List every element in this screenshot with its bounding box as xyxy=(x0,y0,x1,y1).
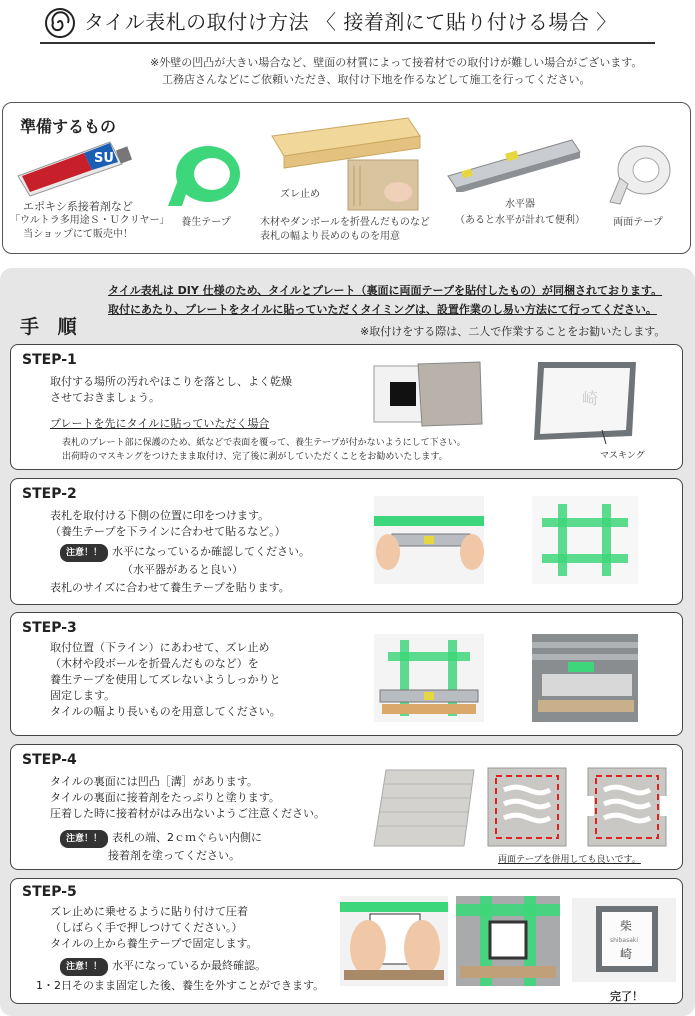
step-1-subtext: 表札のプレート部に保護のため、紙などで表面を覆って、養生テープが付かないようにして下さい。 出荷時のマスキングをつけたまま取付け、完了後に剥がしていただくことをお勧めいたします。 xyxy=(62,438,466,462)
step-1-masked-tile-image xyxy=(532,358,642,444)
step-5-press-image xyxy=(340,896,448,986)
step-4-title: STEP-4 xyxy=(22,752,77,768)
procedure-heading: 手 順 xyxy=(20,316,83,338)
step-4-image-caption: 両面テープを併用しても良いです。 xyxy=(498,855,641,865)
glue-caption: エポキシ系接着剤など 「ウルトラ多用途Ｓ・Ｕクリヤー」 当ショップにて販売中！ xyxy=(10,200,170,240)
step-2-level-image xyxy=(374,496,484,584)
procedure-line-2: 取付にあたり、プレートをタイルに貼っていただくタイミングは、設置作業のし易い方法にて行ってください。 xyxy=(108,303,657,316)
nameplate-kanji-top: 柴 xyxy=(620,919,633,933)
step-4-text: タイルの裏面には凹凸［溝］があります。 タイルの裏面に接着剤をたっぷりと塗ります。 圧着した時に接着材がはみ出ないようご注意ください。 xyxy=(50,775,325,820)
step-5-after-text: 1・2日そのまま固定した後、養生を外すことができます。 xyxy=(36,979,325,992)
step-2-text: 表札を取付ける下側の位置に印をつけます。 （養生テープを下ラインに合わせて貼るなど。） xyxy=(50,509,286,538)
warning-badge: 注意！！ xyxy=(60,544,108,562)
step-3-wall-image xyxy=(532,634,638,722)
step-1-subheading: プレートを先にタイルに貼っていただく場合 xyxy=(50,417,270,430)
glue-tube-image xyxy=(14,136,134,198)
step-2-after-text: 表札のサイズに合わせて養生テープを貼ります。 xyxy=(50,581,290,594)
step-2-title: STEP-2 xyxy=(22,486,77,502)
procedure-line-1: タイル表札は DIY 仕様のため、タイルとプレート（裏面に両面テープを貼付したもの）が同梱されております。 xyxy=(108,284,663,297)
step-1-image-caption: マスキング xyxy=(600,451,645,461)
page-title: タイル表札の取付け方法 〈 接着剤にて貼り付ける場合 〉 xyxy=(84,10,617,34)
masking-tape-image xyxy=(168,140,244,210)
svg-text:崎: 崎 xyxy=(582,389,599,408)
level-label: 水平器 xyxy=(505,199,535,210)
step-1-text: 取付する場所の汚れやほこりを落とし、よく乾燥 させておきましょう。 xyxy=(50,375,292,404)
double-tape-caption: 両面テープ xyxy=(613,217,663,228)
step-5-complete-label: 完了！ xyxy=(610,990,643,1003)
warning-badge: 注意！！ xyxy=(60,830,108,848)
step-4-adhesive-tape-image xyxy=(586,766,668,848)
step-5-finished-nameplate-image xyxy=(572,898,676,982)
step-4-warning: 注意！！ 表札の端、2ｃｍぐらい内側に 接着剤を塗ってください。 xyxy=(60,830,262,864)
spirit-level-image xyxy=(446,136,582,192)
stopper-label: ズレ止め xyxy=(280,189,320,200)
top-note: ※外壁の凹凸が大きい場合など、壁面の材質によって接着材での取付けが難しい場合がございます。 工務店さんなどにご依頼いただき、取付け下地を作るなどして施工を行ってください。 xyxy=(150,56,643,86)
step-2-warning: 注意！！ 水平になっているか確認してください。 （水平器があると良い） xyxy=(60,544,310,578)
step-4-tile-back-image xyxy=(372,766,476,850)
step-1-tile-plate-image xyxy=(372,360,484,432)
tape-caption: 養生テープ xyxy=(181,217,231,228)
step-3-text: 取付位置（下ライン）にあわせて、ズレ止め （木材や段ボールを折畳んだものなど）を 養生テープを使用してズレないようしっかりと 固定します。 タイルの幅より長いものを用意してください。 xyxy=(50,641,281,718)
procedure-note: ※取付けをする際は、二人で作業することをお勧いたします。 xyxy=(360,325,666,338)
preparation-heading: 準備するもの xyxy=(20,117,117,136)
step-3-stopper-image xyxy=(374,634,484,722)
nameplate-kanji-bottom: 崎 xyxy=(620,947,633,961)
step-3-title: STEP-3 xyxy=(22,620,77,636)
step-4-adhesive-image xyxy=(486,766,568,848)
step-5-text: ズレ止めに乗せるように貼り付けて圧着 （しばらく手で押しつけてください。） タイルの上から養生テープで固定します。 xyxy=(50,905,258,950)
step-2-tape-frame-image xyxy=(532,496,638,584)
spiral-icon xyxy=(44,7,76,39)
step-5-taped-image xyxy=(456,896,560,986)
step-5-warning: 注意！！ 水平になっているか最終確認。 xyxy=(60,958,266,976)
stopper-caption: 木材やダンボールを折畳んだものなど 表札の幅より長めのものを用意 xyxy=(260,217,430,242)
level-caption: （あると水平が計れて便利） xyxy=(455,215,585,226)
warning-badge: 注意！！ xyxy=(60,958,108,976)
step-1-title: STEP-1 xyxy=(22,352,77,368)
step-5-title: STEP-5 xyxy=(22,884,77,900)
nameplate-romaji: shibasaki xyxy=(610,937,639,944)
double-sided-tape-image xyxy=(608,142,674,206)
glue-tube-label: SU xyxy=(94,151,114,166)
